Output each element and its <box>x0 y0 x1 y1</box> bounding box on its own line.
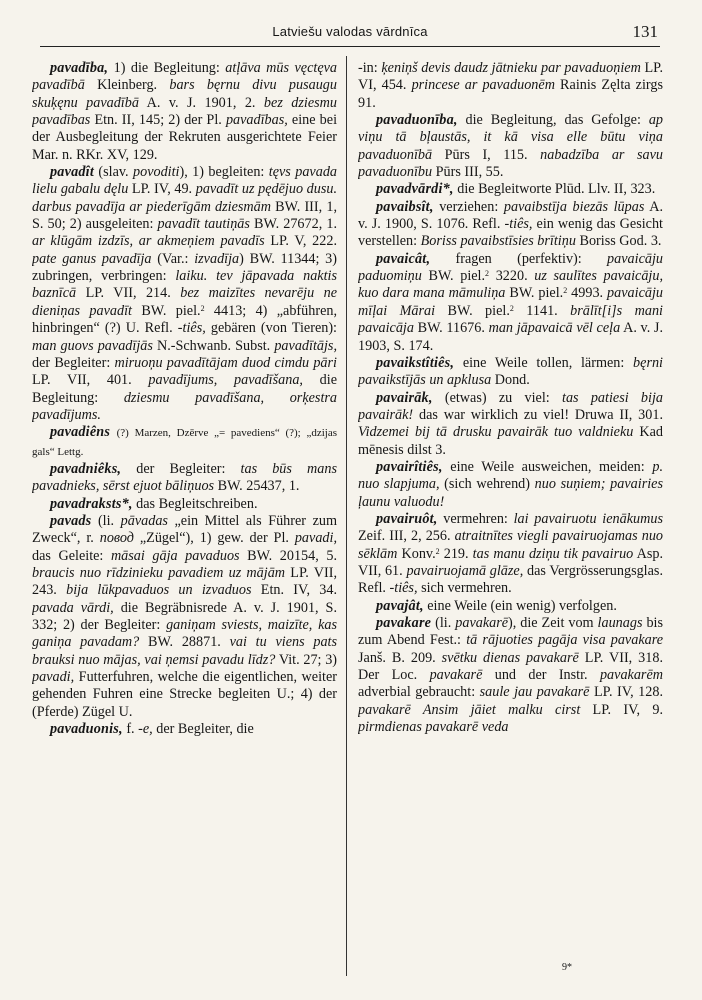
entry-text: Kad mēnesis dilst 3. <box>358 424 663 458</box>
entry-text: Asp. VII, 61. <box>358 545 663 579</box>
page-header <box>40 22 660 47</box>
headword: pavaduonis, <box>50 721 123 738</box>
running-title: Latviešu valodas vārdnīca <box>272 24 428 39</box>
dictionary-entry <box>358 181 663 198</box>
example-text: launags <box>597 615 643 631</box>
headword: pavadraksts*, <box>50 495 133 512</box>
entry-text: der Begleiter: <box>121 460 241 477</box>
entry-text: (slav. <box>93 164 133 181</box>
entry-text: BW. 25437, 1. <box>214 478 300 495</box>
example-text: princese ar pavaduonēm <box>411 77 555 94</box>
entry-text: A. v. J. 1903, S. 174. <box>358 320 663 354</box>
example-text: pate ganus pavadīja <box>32 250 152 267</box>
column-divider <box>346 56 347 976</box>
left-column <box>32 60 337 970</box>
entry-text: Dond. <box>491 372 530 389</box>
example-text: izvadīja <box>194 250 240 267</box>
example-text: atļāva mūs vęctęva pavadībā <box>32 60 337 94</box>
entry-text: Etn. IV, 34. <box>251 582 337 599</box>
example-text: bija lūkpavaduos un izvaduos <box>66 582 252 599</box>
example-text: bęrni pavaikstījās un apklusa <box>358 354 663 389</box>
entry-text: fragen (perfektiv): <box>430 250 608 267</box>
example-text: -e, <box>138 721 153 738</box>
entry-text: das war wirklich zu viel! Druwa II, 301. <box>413 406 663 423</box>
entry-text: Futterfuhren, welche die eigentlichen, weiter gehenden Fuhren eine Strecke begleiten U.; 4) der (Pferde) Zügel U. <box>32 669 337 720</box>
entry-text: Etn. II, 145; 2) der Pl. <box>90 112 226 129</box>
example-text: Vidzemei bij tā drusku pavairāk tuo valdnieku <box>358 424 634 441</box>
headword: pavadniêks, <box>50 460 122 477</box>
entry-text: 219. <box>439 545 473 562</box>
example-text: pirmdienas pavakarē veda <box>358 719 509 736</box>
superscript: 2 <box>485 269 490 279</box>
headword: pavaduonība, <box>376 112 458 129</box>
example-text: lai pavairuotu ienākumus <box>513 510 663 527</box>
example-text: pavadīt uz pędējuo dusu. darbus pavadīja ar piederīgām dziesmām <box>32 181 337 215</box>
example-text: pavada vārdi, <box>32 599 114 616</box>
example-text: atraitnītes viegli pavairuojamas nuo sēklām <box>358 528 663 562</box>
example-text: повод <box>99 530 134 547</box>
example-text: laiku. tev jāpavada naktis baznīcā <box>32 268 337 302</box>
example-text: saule jau pavakarē <box>479 684 590 701</box>
entry-text: ), die Zeit vom <box>508 615 598 631</box>
entry-text: adverbial gebraucht: <box>358 684 480 701</box>
entry-text: -in: <box>358 60 382 76</box>
example-text: tas būs mans pavadnieks, sērst ejuot bāliņuos <box>32 460 337 495</box>
entry-text: und der Instr. <box>482 667 600 684</box>
superscript: 2 <box>200 303 205 313</box>
example-text: māsai gāja pavaduos <box>110 547 240 564</box>
entry-text: A. v. J. 1901, 2. <box>138 94 264 111</box>
entry-text: ) BW. 11344; 3) zubringen, verbringen: <box>32 250 337 285</box>
entry-text: (li. <box>91 512 121 529</box>
example-text: braucis nuo rīdzinieku pavadiem uz mājām <box>32 564 286 581</box>
page-number: 131 <box>632 22 658 41</box>
headword: pavajât, <box>376 597 424 614</box>
dictionary-entry <box>358 199 663 251</box>
example-text: man jāpavaicā vēl ceļa <box>488 320 621 337</box>
entry-text: BW. piel. <box>505 285 564 302</box>
example-text: pavaibstīja biezās lūpas <box>503 198 645 215</box>
headword: pavairāk, <box>376 389 433 406</box>
example-text: bez dziesmu pavadības <box>32 94 337 129</box>
entry-text: N.-Schwanb. Subst. <box>152 337 275 354</box>
entry-text: BW. 20154, 5. <box>239 547 337 564</box>
example-text: pavakarēm <box>599 667 663 684</box>
example-text: vai tu viens pats brauksi nuo mājas, vai ņemsi pavadu līdz? <box>32 634 337 668</box>
example-text: pavadītājs, <box>274 337 337 354</box>
entry-text: eine Weile ausweichen, meiden: <box>442 458 653 475</box>
example-text: tęvs pavada lielu gabalu dęlu <box>32 164 337 198</box>
headword: pavaicât, <box>376 250 431 267</box>
example-text: pavairuojamā glāze, <box>406 562 524 579</box>
example-text: miruoņu pavadītājam duod cimdu pāri <box>114 354 337 371</box>
headword: pavairuôt, <box>376 510 438 527</box>
headword: pavads <box>50 512 92 529</box>
entry-text: A. v. J. 1900, S. 1076. Refl. <box>358 198 663 233</box>
entry-text: die Begräbnisrede A. v. J. 1901, S. 332; 2) der Begleiter: <box>32 599 337 633</box>
entry-text: LP. IV, 9. <box>580 701 663 718</box>
entry-text: die Begleitworte Plūd. Llv. II, 323. <box>453 181 656 198</box>
example-text: tas manu dziņu tik pavairuo <box>472 545 634 562</box>
example-text: svētku dienas pavakarē <box>441 649 579 666</box>
entry-text: bis zum Abend Fest.: <box>358 615 663 649</box>
example-text: ķeniņš devis daudz jātnieku par pavaduoņiem <box>381 60 641 76</box>
example-text: man guovs pavadījās <box>32 337 153 354</box>
dictionary-entry <box>358 112 663 181</box>
entry-text: LP. VII, 214. <box>76 285 181 302</box>
entry-text: 4413; 4) „abführen, hinbringen“ (?) U. Refl. <box>32 302 337 337</box>
superscript: 2 <box>509 303 514 313</box>
entry-text: BW. III, 1, S. 50; 2) ausgeleiten: <box>32 198 337 233</box>
example-text: povoditi <box>133 164 180 181</box>
entry-text: Konv. <box>397 545 436 562</box>
entry-text: BW. piel. <box>131 302 201 319</box>
example-text: pavakarē Ansim jāiet malku cirst <box>358 701 581 718</box>
signature-mark: 9* <box>562 962 572 973</box>
entry-text: (sich wehrend) <box>439 476 535 493</box>
entry-text: eine Weile (ein wenig) verfolgen. <box>423 597 617 614</box>
entry-text: ), 1) begleiten: <box>179 164 269 181</box>
entry-text: LP. VII, 318. Der Loc. <box>358 649 663 684</box>
dictionary-entry <box>358 390 663 459</box>
example-text: pavadi, <box>32 669 75 686</box>
headword: pavadît <box>50 164 94 181</box>
dictionary-entry <box>32 721 337 738</box>
entry-text: Janš. B. 209. <box>358 649 442 666</box>
example-text: pavaicāju mīļai Mārai <box>358 285 663 319</box>
dictionary-entry <box>32 461 337 496</box>
entry-text: 3220. <box>489 268 535 285</box>
example-text: -tiês, <box>504 216 533 233</box>
entry-text: „Zügel“), 1) gew. der Pl. <box>133 530 295 547</box>
example-text: pavaicāju paduomiņu <box>358 250 663 285</box>
entry-text: 1) die Begleitung: <box>108 60 226 76</box>
headword: pavadība, <box>50 60 109 76</box>
entry-text: eine bei der Ausbegleitung der Rekruten ausgerichtete Feier Mar. n. RKr. XV, 129. <box>32 112 337 163</box>
entry-text: Rainis Zęlta zirgs 91. <box>358 77 663 111</box>
dictionary-entry <box>32 60 337 164</box>
example-text: pavadi, <box>294 530 337 547</box>
example-text: bez maizītes nevarēju ne dieniņas pavadīt <box>32 285 337 319</box>
entry-text: LP. IV, 128. <box>589 684 663 701</box>
entry-text: LP. VII, 401. <box>32 372 149 389</box>
entry-text: das Begleitschreiben. <box>132 495 258 512</box>
entry-text: LP. VII, 243. <box>32 564 337 599</box>
headword: pavadvārdi*, <box>376 181 454 198</box>
entry-text: „ein Mittel als Führer zum Zweck“, r. <box>32 512 337 547</box>
entry-text: BW. 27672, 1. <box>249 216 337 233</box>
example-text: bars bęrnu divu pusaugu skuķęnu pavadībā <box>32 77 337 111</box>
entry-text: das Vergrösserungsglas. Refl. <box>358 562 663 597</box>
entry-text: BW. piel. <box>435 302 510 319</box>
entry-text: LP. V, 222. <box>264 233 337 250</box>
entry-text: die Begleitung: <box>32 372 337 406</box>
example-text: -tiês, <box>389 580 418 597</box>
example-text: -tiês, <box>177 320 206 337</box>
entry-text: Kleinberg. <box>84 77 170 94</box>
entry-text: das Geleite: <box>32 547 111 564</box>
headword: pavairîtiês, <box>376 458 443 475</box>
dictionary-entry <box>358 511 663 598</box>
example-text: pavadījums, pavadīšana, <box>148 372 303 389</box>
entry-text: eine Weile tollen, lärmen: <box>454 354 634 371</box>
example-text: ar klūgām izdzīs, ar akmeņiem pavadīs <box>32 233 265 250</box>
dictionary-entry <box>32 164 337 424</box>
entry-text: 4993. <box>567 285 608 302</box>
example-text: tā rājuoties pagāja visa pavakare <box>466 632 663 649</box>
entry-text: BW. 11676. <box>413 320 489 337</box>
dictionary-entry <box>32 513 337 721</box>
dictionary-entry <box>358 60 663 112</box>
entry-text: der Begleiter: <box>32 354 115 371</box>
entry-text: vermehren: <box>437 510 514 527</box>
dictionary-entry <box>32 424 337 461</box>
entry-text: sich vermehren. <box>417 580 512 597</box>
example-text: ap viņu tā bļaustās, it kā visa elle būtu viņa pavaduonībā <box>358 112 663 163</box>
entry-text: der Begleiter, die <box>152 721 254 738</box>
example-text: uz saulītes pavaicāju, kuo dara mana māmuliņa <box>358 268 663 302</box>
right-column <box>358 60 663 970</box>
headword: pavakare <box>376 615 432 631</box>
entry-text: Pūrs I, 115. <box>432 146 541 163</box>
entry-text: (etwas) zu viel: <box>432 389 562 406</box>
entry-text: verziehen: <box>433 198 504 215</box>
entry-text: LP. VI, 454. <box>358 60 663 94</box>
entry-text: die Begleitung, das Gefolge: <box>457 112 649 129</box>
entry-text: BW. 28871. <box>139 634 230 651</box>
entry-text: Vit. 27; 3) <box>275 651 337 668</box>
entry-text: gebären (von Tieren): <box>205 320 337 337</box>
dictionary-entry <box>358 459 663 511</box>
example-text: pāvadas <box>120 512 168 529</box>
example-text: p. nuo slapjuma, <box>358 458 663 493</box>
headword: pavaibsît, <box>376 198 434 215</box>
entry-text: ein wenig das Gesicht verstellen: <box>358 216 663 250</box>
dictionary-entry <box>358 355 663 390</box>
example-text: nabadzība ar savu pavaduonību <box>358 146 663 181</box>
entry-text: f. <box>122 721 139 738</box>
dictionary-entry <box>32 496 337 513</box>
example-text: pavakarē <box>455 615 509 631</box>
dictionary-entry <box>358 615 663 736</box>
example-text: dziesmu pavadīšana, orķestra pavadījums. <box>32 389 337 423</box>
example-text: ganiņam sviests, maizīte, kas ganiņa pavadam? <box>32 617 337 651</box>
dictionary-entry <box>358 598 663 615</box>
entry-text: (Var.: <box>151 250 195 267</box>
entry-text: Boriss God. 3. <box>575 233 662 250</box>
entry-text: 1141. <box>513 302 571 319</box>
example-text: brālīt[i]s mani pavaicāja <box>358 302 663 337</box>
superscript: 2 <box>435 546 440 556</box>
example-text: Boriss pavaibstīsies brītiņu <box>420 233 576 250</box>
entry-text: (li. <box>431 615 456 631</box>
example-text: pavakarē <box>429 667 483 684</box>
entry-text: LP. IV, 49. <box>128 181 196 198</box>
example-text: tas patiesi bija pavairāk! <box>358 389 663 423</box>
superscript: 2 <box>563 286 568 296</box>
example-text: pavadīt tautiņās <box>157 216 250 233</box>
entry-text: Pūrs III, 55. <box>432 164 504 181</box>
note-text: (?) Marzen, Dzērve „= pavediens“ (?); „dzijas gals“ Lettg. <box>32 427 337 458</box>
dictionary-entry <box>358 251 663 355</box>
example-text: pavadības, <box>225 112 288 129</box>
headword: pavaikstîtiês, <box>376 354 455 371</box>
headword: pavadiêns <box>50 424 111 441</box>
entry-text: Zeif. III, 2, 256. <box>358 528 455 545</box>
entry-text: BW. piel. <box>421 268 486 285</box>
example-text: nuo suņiem; pavairies ļaunu valuodu! <box>358 476 663 510</box>
